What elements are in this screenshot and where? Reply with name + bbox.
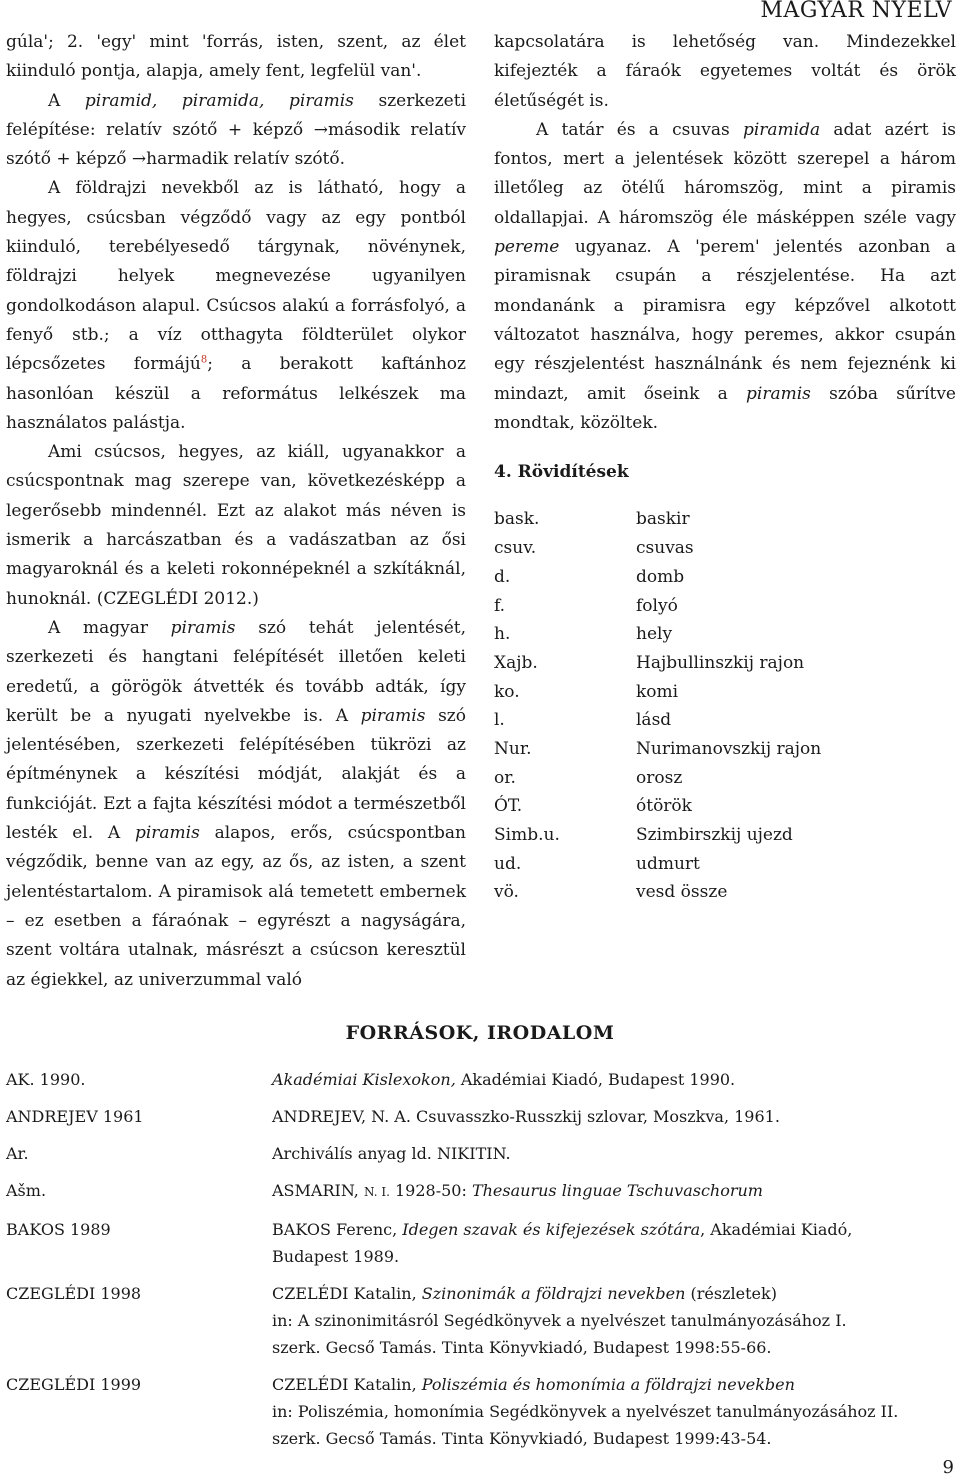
abbreviation-row: [494, 505, 956, 534]
abbreviation-row: [494, 678, 956, 707]
paragraph: A magyar piramis szó tehát jelentését, szerkezeti és hangtani felépítését illetően keleti eredetű, a görögök átvették és tovább adták, így került be a nyugati nyelvekbe is. A piramis szó jelentésében, szerkezeti felépítésében tükrözi az építménynek a készítési módját, alakját és a funkcióját. Ezt a fajta készítési módot a természetből lesték el. A piramis alapos, erős, csúcspontban végződik, benne van az egy, az ős, az isten, a szent jelentéstartalom. A piramisok alá temetett embernek – ez esetben a fáraónak – egyrészt a nagyságára, szent voltára utalnak, másrészt a csúcson keresztül az égiekkel, az univerzummal való: [6, 617, 466, 990]
abbreviation-meaning: Hajbullinszkij rajon: [636, 652, 805, 673]
reference-entry: [6, 1066, 926, 1093]
reference-text: Archiválís anyag ld. NIKITIN.: [272, 1144, 511, 1163]
abbreviation-row: [494, 649, 956, 678]
abbreviation-meaning: komi: [636, 681, 679, 702]
reference-key: CZEGLÉDI 1999: [6, 1375, 142, 1394]
abbreviation-row: [494, 792, 956, 821]
abbreviation: ko.: [494, 681, 520, 702]
references-list: [6, 1066, 926, 1462]
abbreviation: l.: [494, 710, 505, 731]
abbreviation: Xajb.: [494, 652, 538, 673]
abbreviation-row: [494, 706, 956, 735]
abbreviation-row: [494, 620, 956, 649]
reference-key: Ašm.: [6, 1181, 47, 1200]
left-column: [6, 28, 466, 995]
references-heading: FORRÁSOK, IRODALOM: [345, 1022, 615, 1044]
abbreviation-meaning: lásd: [636, 710, 672, 731]
abbreviation-meaning: csuvas: [636, 538, 694, 559]
paragraph: A piramid, piramida, piramis szerkezeti felépítése: relatív szótő + képző →második relatív szótő + képző →harmadik relatív szótő.: [6, 90, 467, 170]
reference-key: CZEGLÉDI 1998: [6, 1284, 142, 1303]
abbreviation-meaning: domb: [636, 566, 685, 587]
abbreviation-row: [494, 764, 956, 793]
abbreviation: d.: [494, 566, 511, 587]
abbreviation-meaning: Nurimanovszkij rajon: [636, 738, 822, 759]
abbreviation: ÓT.: [494, 796, 523, 817]
abbreviation-meaning: orosz: [636, 767, 683, 788]
reference-entry: [6, 1280, 926, 1361]
abbreviation: bask.: [494, 509, 540, 530]
abbreviation: f.: [494, 595, 506, 616]
reference-text: ASMARIN, N. I. 1928-50: Thesaurus linguae Tschuvaschorum: [272, 1181, 763, 1200]
abbreviation: vö.: [494, 882, 519, 903]
running-header: MAGYAR NYELV: [760, 0, 952, 23]
reference-key: AK. 1990.: [6, 1070, 86, 1089]
paragraph: kapcsolatára is lehetőség van. Mindezekkel kifejezték a fáraók egyetemes voltát és örök életűségét is.: [494, 32, 956, 111]
reference-key: ANDREJEV 1961: [6, 1107, 144, 1126]
reference-entry: [6, 1177, 926, 1206]
footnote-ref[interactable]: 8: [200, 354, 208, 366]
section-heading: 4. Rövidítések: [494, 462, 629, 483]
abbreviation-row: [494, 592, 956, 621]
abbreviation: Nur.: [494, 738, 532, 759]
abbreviation: or.: [494, 767, 516, 788]
abbreviation-row: [494, 534, 956, 563]
reference-text: CZELÉDI Katalin, Poliszémia és homonímia a földrajzi nevekben in: Poliszémia, homonímia Segédkönyvek a nyelvészet tanulmányozásához II. szerk. Gecső Tamás. Tinta Könyvkiadó, Budapest 1999:43-54.: [272, 1375, 899, 1448]
reference-text: Akadémiai Kislexokon, Akadémiai Kiadó, Budapest 1990.: [272, 1070, 736, 1089]
paragraph: A földrajzi nevekből az is látható, hogy a hegyes, csúcsban végződő vagy az egy pontból kiinduló, terebélyesedő tárgynak, növénynek, földrajzi helyek megnevezése ugyanilyen gondolkodáson alapul. Csúcsos alakú a forrásfolyó, a fenyő stb.; a víz otthagyta földterület olykor lépcsőzetes formájú$^8$; a berakott kaftánhoz hasonlóan készül a református lelkészek ma használatos palástja.: [6, 178, 466, 433]
abbreviation-list: [494, 505, 956, 907]
abbreviation: Simb.u.: [494, 825, 560, 846]
abbreviation: ud.: [494, 853, 522, 874]
page-number: 9: [942, 1457, 954, 1478]
abbreviation: csuv.: [494, 538, 537, 559]
right-column: [494, 28, 956, 907]
reference-text: CZELÉDI Katalin, Szinonimák a földrajzi nevekben (részletek) in: A szinonimitásról Segédkönyvek a nyelvészet tanulmányozásához I. szerk. Gecső Tamás. Tinta Könyvkiadó, Budapest 1998:55-66.: [272, 1284, 847, 1357]
abbreviation-row: [494, 563, 956, 592]
paragraph: Ami csúcsos, hegyes, az kiáll, ugyanakkor a csúcspontnak mag szerepe van, következésképp a legerősebb mindennél. Ezt az alakot más néven is ismerik a harcászatban és a vadászatban az ősi magyaroknál és a keleti rokonnépeknél a szkítáknál, hunoknál. (CZEGLÉDI 2012.): [6, 442, 466, 609]
abbreviation-meaning: udmurt: [636, 853, 700, 874]
abbreviation-row: [494, 735, 956, 764]
abbreviation-meaning: vesd össze: [636, 882, 728, 903]
reference-key: BAKOS 1989: [6, 1220, 111, 1239]
abbreviation-meaning: Szimbirszkij ujezd: [636, 825, 793, 846]
abbreviation-row: [494, 878, 956, 907]
paragraph: A tatár és a csuvas piramida adat azért is fontos, mert a jelentések között szerepel a három illetőleg az ötélű háromszög, mint a piramis oldallapjai. A háromszög éle másképpen széle vagy pereme ugyanaz. A 'perem' jelentés azonban a piramisnak csupán a részjelentése. Ha azt mondanánk a piramisra egy képzővel alkotott változatot használva, hogy peremes, akkor csupán egy részjelentést használnánk és nem fejeznénk ki mindazt, amit őseink a piramis szóba sűrítve mondtak, közöltek.: [494, 119, 957, 433]
abbreviation-meaning: baskir: [636, 509, 690, 530]
reference-entry: [6, 1216, 926, 1270]
abbreviation-meaning: ótörök: [636, 796, 692, 817]
abbreviation-meaning: folyó: [636, 595, 678, 616]
reference-text: BAKOS Ferenc, Idegen szavak és kifejezések szótára, Akadémiai Kiadó, Budapest 1989.: [272, 1220, 853, 1266]
reference-entry: [6, 1371, 926, 1452]
abbreviation: h.: [494, 624, 511, 645]
reference-text: ANDREJEV, N. A. Csuvasszko-Russzkij szlovar, Moszkva, 1961.: [272, 1107, 780, 1126]
reference-key: Ar.: [6, 1144, 29, 1163]
abbreviation-row: [494, 850, 956, 879]
paragraph: gúla'; 2. 'egy' mint 'forrás, isten, szent, az élet kiinduló pontja, alapja, amely fent, legfelül van'.: [6, 32, 466, 82]
abbreviation-row: [494, 821, 956, 850]
abbreviation-meaning: hely: [636, 624, 673, 645]
reference-entry: [6, 1103, 926, 1130]
reference-entry: [6, 1140, 926, 1167]
